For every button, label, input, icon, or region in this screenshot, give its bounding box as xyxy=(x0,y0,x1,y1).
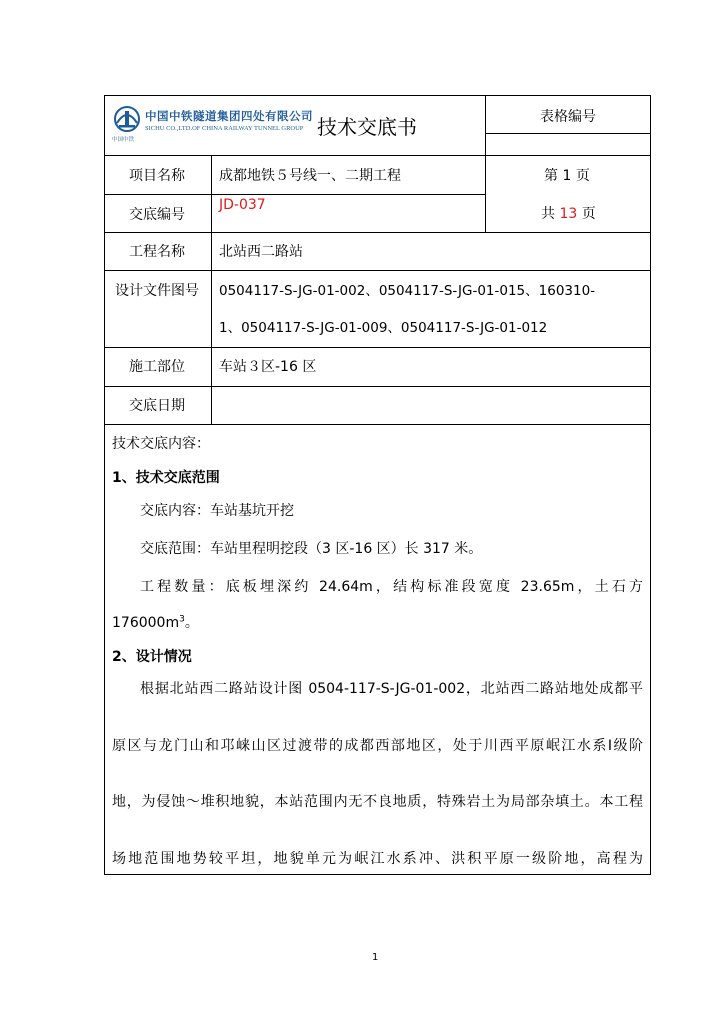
disclosure-date-label: 交底日期 xyxy=(129,398,185,414)
row-divider xyxy=(104,270,651,271)
column-divider xyxy=(211,155,212,424)
quantity-line-2 xyxy=(112,614,199,632)
document-title: 技术交底书 xyxy=(317,115,417,139)
engineering-name-value: 北站西二路站 xyxy=(219,244,303,260)
company-name-en: SICHU CO.,LTD.OF CHINA RAILWAY TUNNEL GROUP xyxy=(145,125,304,132)
company-emblem-icon xyxy=(111,105,143,135)
total-prefix: 共 xyxy=(541,206,555,222)
row-divider xyxy=(104,386,651,387)
section-heading-scope: 1、技术交底范围 xyxy=(112,470,220,486)
logo-caption: 中国中铁 xyxy=(112,137,135,143)
row-divider xyxy=(485,133,651,134)
section-heading-design: 2、设计情况 xyxy=(112,649,192,665)
design-paragraph-line-2: 原区与龙门山和邛崃山区过渡带的成都西部地区，处于川西平原岷江水系Ⅰ级阶 xyxy=(112,738,643,754)
design-paragraph-line-4: 场地范围地势较平坦，地貌单元为岷江水系冲、洪积平原一级阶地，高程为 xyxy=(112,851,643,867)
content-heading: 技术交底内容： xyxy=(112,436,210,452)
disclosure-code-label: 交底编号 xyxy=(129,207,185,223)
design-drawing-line2: 1、0504117-S-JG-01-009、0504117-S-JG-01-012 xyxy=(219,320,548,336)
quantity-line-1: 工程数量：底板埋深约 24.64m，结构标准段宽度 23.65m，土石方 xyxy=(140,579,643,595)
row-divider xyxy=(104,347,651,348)
design-drawing-label: 设计文件图号 xyxy=(115,283,199,299)
scope-range: 交底范围：车站里程明挖段（3 区-16 区）长 317 米。 xyxy=(140,541,483,557)
row-divider xyxy=(104,424,651,425)
scope-content: 交底内容：车站基坑开挖 xyxy=(140,503,294,519)
design-drawing-line1: 0504117-S-JG-01-002、0504117-S-JG-01-015、160310- xyxy=(219,283,596,299)
page-suffix: 页 xyxy=(575,168,590,184)
row-divider xyxy=(104,155,651,156)
design-paragraph-line-1: 根据北站西二路站设计图 0504-117-S-JG-01-002，北站西二路站地处成都平 xyxy=(140,681,643,697)
form-number-label: 表格编号 xyxy=(540,109,596,125)
quantity-volume: 176000m xyxy=(112,615,180,631)
page-number: 1 xyxy=(372,952,379,963)
disclosure-code-value: JD-037 xyxy=(219,197,266,213)
total-suffix: 页 xyxy=(581,206,596,222)
column-divider xyxy=(485,95,486,232)
row-divider xyxy=(104,194,485,195)
page-prefix: 第 xyxy=(544,168,558,184)
project-name-value: 成都地铁５号线一、二期工程 xyxy=(219,168,401,184)
construction-location-label: 施工部位 xyxy=(129,359,185,375)
construction-location-value: 车站３区-16 区 xyxy=(219,359,317,375)
design-paragraph-line-3: 地，为侵蚀～堆积地貌，本站范围内无不良地质，特殊岩土为局部杂填土。本工程 xyxy=(112,794,643,810)
total-pages: 13 xyxy=(559,206,578,222)
company-name-cn: 中国中铁隧道集团四处有限公司 xyxy=(145,109,313,123)
company-logo xyxy=(111,105,311,145)
quantity-end: 。 xyxy=(184,615,199,631)
quantity-superscript: 3 xyxy=(179,614,185,625)
row-divider xyxy=(104,232,651,233)
project-name-label: 项目名称 xyxy=(129,168,185,184)
total-pages-indicator xyxy=(541,205,596,223)
page-indicator xyxy=(544,167,590,185)
page-current: 1 xyxy=(562,168,572,184)
engineering-name-label: 工程名称 xyxy=(129,244,185,260)
